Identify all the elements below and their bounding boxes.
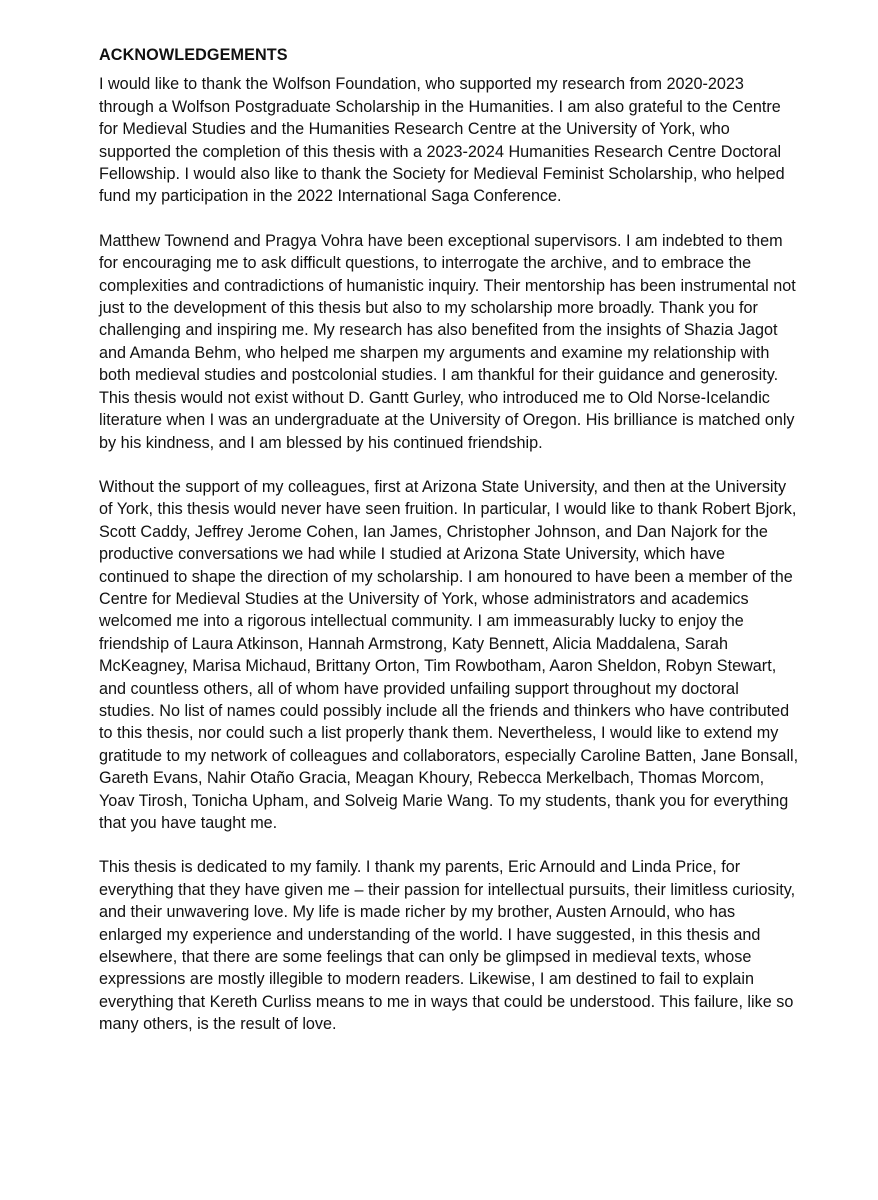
paragraph-colleagues: Without the support of my colleagues, first at Arizona State University, and then at the University of York, this thesis would never have seen fruition. In particular, I would like to thank Robert Bjork, Scott Caddy, Jeffrey Jerome Cohen, Ian James, Christopher Johnson, and Dan Najork for the productive conversations we had while I studied at Arizona State University, which have continued to shape the direction of my scholarship. I am honoured to have been a member of the Centre for Medieval Studies at the University of York, whose administrators and academics welcomed me into a rigorous intellectual community. I am immeasurably lucky to enjoy the friendship of Laura Atkinson, Hannah Armstrong, Katy Bennett, Alicia Maddalena, Sarah McKeagney, Marisa Michaud, Brittany Orton, Tim Rowbotham, Aaron Sheldon, Robyn Stewart, and countless others, all of whom have provided unfailing support throughout my doctoral studies. No list of names could possibly include all the friends and thinkers who have contributed to this thesis, nor could such a list properly thank them. Nevertheless, I would like to extend my gratitude to my network of colleagues and collaborators, especially Caroline Batten, Jane Bonsall, Gareth Evans, Nahir Otaño Gracia, Meagan Khoury, Rebecca Merkelbach, Thomas Morcom, Yoav Tirosh, Tonicha Upham, and Solveig Marie Wang. To my students, thank you for everything that you have taught me.: [99, 477, 799, 832]
paragraph-family: This thesis is dedicated to my family. I thank my parents, Eric Arnould and Linda Price, for everything that they have given me – their passion for intellectual pursuits, their limitless curiosity, and their unwavering love. My life is made richer by my brother, Austen Arnould, who has enlarged my experience and understanding of the world. I have suggested, in this thesis and elsewhere, that there are some feelings that can only be glimpsed in medieval texts, whose expressions are mostly illegible to modern readers. Likewise, I am destined to fail to explain everything that Kereth Curliss means to me in ways that could be understood. This failure, like so many others, is the result of love.: [99, 858, 796, 1034]
document-page: [99, 44, 799, 1058]
paragraph-supervisors: Matthew Townend and Pragya Vohra have been exceptional supervisors. I am indebted to them for encouraging me to ask difficult questions, to interrogate the archive, and to embrace the complexities and contradictions of humanistic inquiry. Their mentorship has been instrumental not just to the development of this thesis but also to my scholarship more broadly. Thank you for challenging and inspiring me. My research has also benefited from the insights of Shazia Jagot and Amanda Behm, who helped me sharpen my arguments and examine my relationship with both medieval studies and postcolonial studies. I am thankful for their guidance and generosity. This thesis would not exist without D. Gantt Gurley, who introduced me to Old Norse-Icelandic literature when I was an undergraduate at the University of Oregon. His brilliance is matched only by his kindness, and I am blessed by his continued friendship.: [99, 231, 796, 452]
paragraph-funding: I would like to thank the Wolfson Foundation, who supported my research from 2020-2023 through a Wolfson Postgraduate Scholarship in the Humanities. I am also grateful to the Centre for Medieval Studies and the Humanities Research Centre at the University of York, who supported the completion of this thesis with a 2023-2024 Humanities Research Centre Doctoral Fellowship. I would also like to thank the Society for Medieval Feminist Scholarship, who helped fund my participation in the 2022 International Saga Conference.: [99, 75, 785, 206]
page-title: ACKNOWLEDGEMENTS: [99, 46, 288, 64]
